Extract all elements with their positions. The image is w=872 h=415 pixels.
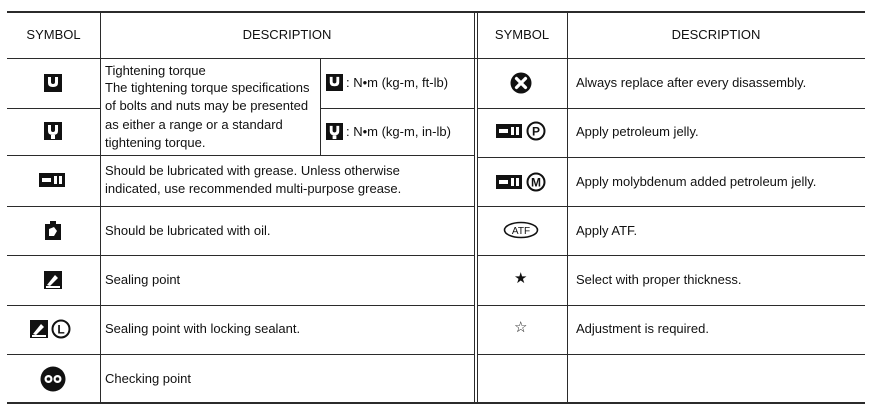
star-filled-icon: ★ [514,270,528,287]
torque-unit-divider [320,58,321,156]
svg-text:M: M [531,175,541,190]
header-description-right: DESCRIPTION [671,27,761,42]
right-symbol-divider [567,11,568,403]
row-divider [477,255,865,256]
torque-unit-ftlb-icon [326,74,343,91]
adjust-text: Adjustment is required. [576,321,709,336]
row-divider [477,305,865,306]
torque-unit-inlb: : N•m (kg-m, in-lb) [346,124,451,139]
torque-unit-inlb-icon [326,123,343,140]
checking-text: Checking point [105,371,191,386]
torque-line-2: of bolts and nuts may be presented [105,98,309,113]
grease-gun-icon [39,173,65,187]
row-divider [477,354,865,355]
m-circle-icon [526,172,546,192]
row-divider [320,108,474,109]
x-circle-icon [510,72,532,94]
header-description-left: DESCRIPTION [242,27,332,42]
atf-icon [503,221,539,239]
grease-line-2: indicated, use recommended multi-purpose grease. [105,181,402,196]
row-divider [7,155,474,156]
svg-text:ATF: ATF [511,226,531,237]
sealant-tube-icon [44,271,62,289]
row-divider [7,255,474,256]
svg-text:L: L [57,322,65,337]
eyes-icon [40,366,66,392]
locking-l-circle-icon [51,319,71,339]
header-symbol-left: SYMBOL [26,27,81,42]
row-divider [7,305,474,306]
row-divider [7,108,100,109]
torque-wrench-inlb-icon [44,122,62,140]
torque-line-4: tightening torque. [105,135,206,150]
torque-wrench-icon [44,74,62,92]
row-divider [7,206,474,207]
thickness-text: Select with proper thickness. [576,272,742,287]
locking-text: Sealing point with locking sealant. [105,321,301,336]
row-divider [477,206,865,207]
svg-text:P: P [531,124,541,139]
p-circle-icon [526,121,546,141]
header-bottom-border [7,58,865,59]
moly-text: Apply molybdenum added petroleum jelly. [576,174,817,189]
row-divider [7,354,474,355]
center-divider-b [477,11,478,403]
atf-text: Apply ATF. [576,223,638,238]
row-divider [477,157,865,158]
grease-p-icon [496,124,522,138]
torque-unit-ftlb: : N•m (kg-m, ft-lb) [346,75,449,90]
replace-text: Always replace after every disassembly. [576,75,807,90]
grease-line-1: Should be lubricated with grease. Unless otherwise [105,163,400,178]
header-symbol-right: SYMBOL [494,27,550,42]
center-divider-a [474,11,475,403]
torque-title: Tightening torque [105,63,206,78]
sealing-text: Sealing point [105,272,181,287]
left-symbol-divider [100,11,101,403]
star-outline-icon: ☆ [514,319,528,336]
grease-m-icon [496,175,522,189]
torque-line-3: as either a range or a standard [105,117,283,132]
table-bottom-border [7,402,865,404]
torque-line-1: The tightening torque specifications [105,80,310,95]
row-divider [477,108,865,109]
oil-can-icon [45,221,61,240]
sealant-locking-icon [30,320,48,338]
oil-text: Should be lubricated with oil. [105,223,271,238]
petroleum-text: Apply petroleum jelly. [576,124,699,139]
table-top-border [7,11,865,13]
